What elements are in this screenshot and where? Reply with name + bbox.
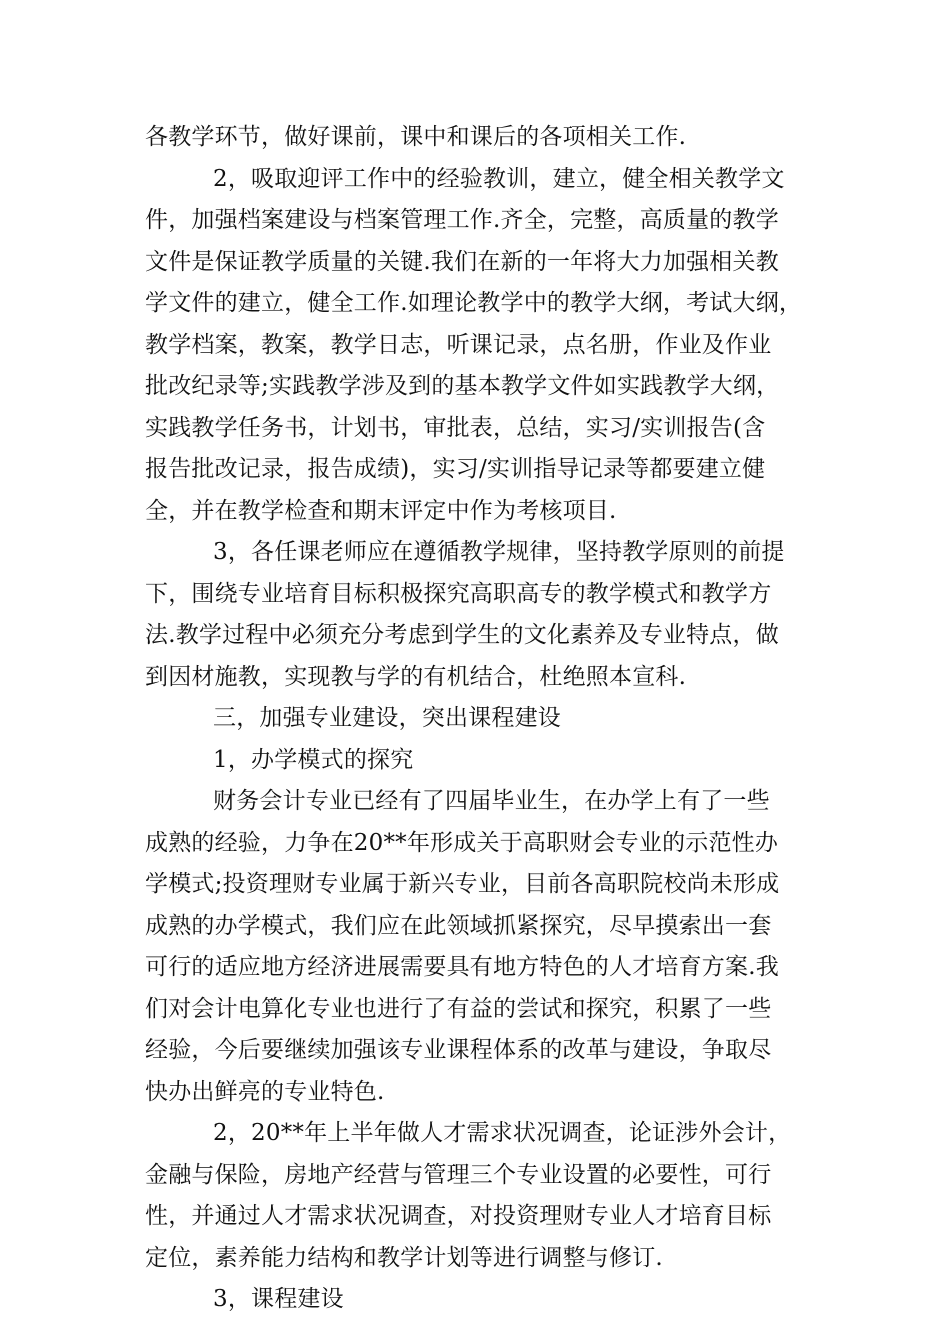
text-line: 3，各任课老师应在遵循教学规律，坚持教学原则的前提 (213, 539, 785, 565)
text-line: 各教学环节，做好课前，课中和课后的各项相关工作. (145, 124, 687, 150)
body-text (145, 117, 820, 1321)
text-line: 全，并在教学检查和期末评定中作为考核项目. (145, 497, 617, 524)
paragraph-school-model (145, 781, 820, 1113)
text-line: 学文件的建立，健全工作.如理论教学中的教学大纲，考试大纲， (145, 290, 803, 316)
paragraph-talent-survey (145, 1113, 820, 1279)
text-line: 2，吸取迎评工作中的经验教训，建立，健全相关教学文 (213, 165, 785, 192)
paragraph-teaching-documents (145, 159, 820, 533)
text-line: 报告批改记录，报告成绩)，实习/实训指导记录等都要建立健 (145, 456, 766, 482)
text-line: 经验，今后要继续加强该专业课程体系的改革与建设，争取尽 (145, 1037, 772, 1063)
subheading-school-model (145, 740, 820, 782)
text-line: 学模式;投资理财专业属于新兴专业，目前各高职院校尚未形成 (145, 871, 780, 897)
text-line: 可行的适应地方经济进展需要具有地方特色的人才培育方案.我 (145, 954, 779, 980)
text-line: 实践教学任务书，计划书，审批表，总结，实习/实训报告(含 (145, 414, 766, 441)
text-line: 到因材施教，实现教与学的有机结合，杜绝照本宣科. (145, 663, 687, 690)
text-line: 金融与保险，房地产经营与管理三个专业设置的必要性，可行 (145, 1161, 772, 1188)
text-line: 们对会计电算化专业也进行了有益的尝试和探究，积累了一些 (145, 995, 772, 1022)
text-line: 批改纪录等;实践教学涉及到的基本教学文件如实践教学大纲， (145, 373, 780, 399)
text-line: 成熟的办学模式，我们应在此领域抓紧探究，尽早摸索出一套 (145, 912, 772, 939)
subheading-course-construction (145, 1279, 820, 1321)
section-heading-major-construction (145, 698, 820, 740)
text-line: 下，围绕专业培育目标积极探究高职高专的教学模式和教学方 (145, 580, 772, 607)
text-line: 快办出鲜亮的专业特色. (145, 1078, 385, 1105)
text-line: 1，办学模式的探究 (213, 746, 414, 773)
paragraph-teaching-methods (145, 532, 820, 698)
text-line: 教学档案，教案，教学日志，听课记录，点名册，作业及作业 (145, 331, 772, 358)
text-line: 定位，素养能力结构和教学计划等进行调整与修订. (145, 1244, 663, 1271)
text-line: 2，20**年上半年做人才需求状况调查，论证涉外会计， (213, 1120, 792, 1146)
text-line: 件，加强档案建设与档案管理工作.齐全，完整，高质量的教学 (145, 207, 779, 233)
paragraph-continuation (145, 117, 820, 159)
text-line: 3，课程建设 (213, 1286, 344, 1312)
text-line: 财务会计专业已经有了四届毕业生，在办学上有了一些 (213, 788, 770, 814)
text-line: 文件是保证教学质量的关键.我们在新的一年将大力加强相关教 (145, 248, 779, 275)
text-line: 成熟的经验，力争在20**年形成关于高职财会专业的示范性办 (145, 829, 779, 856)
text-line: 法.教学过程中必须充分考虑到学生的文化素养及专业特点，做 (145, 622, 779, 648)
text-line: 性，并通过人才需求状况调查，对投资理财专业人才培育目标 (145, 1203, 772, 1229)
text-line: 三，加强专业建设，突出课程建设 (213, 705, 561, 731)
